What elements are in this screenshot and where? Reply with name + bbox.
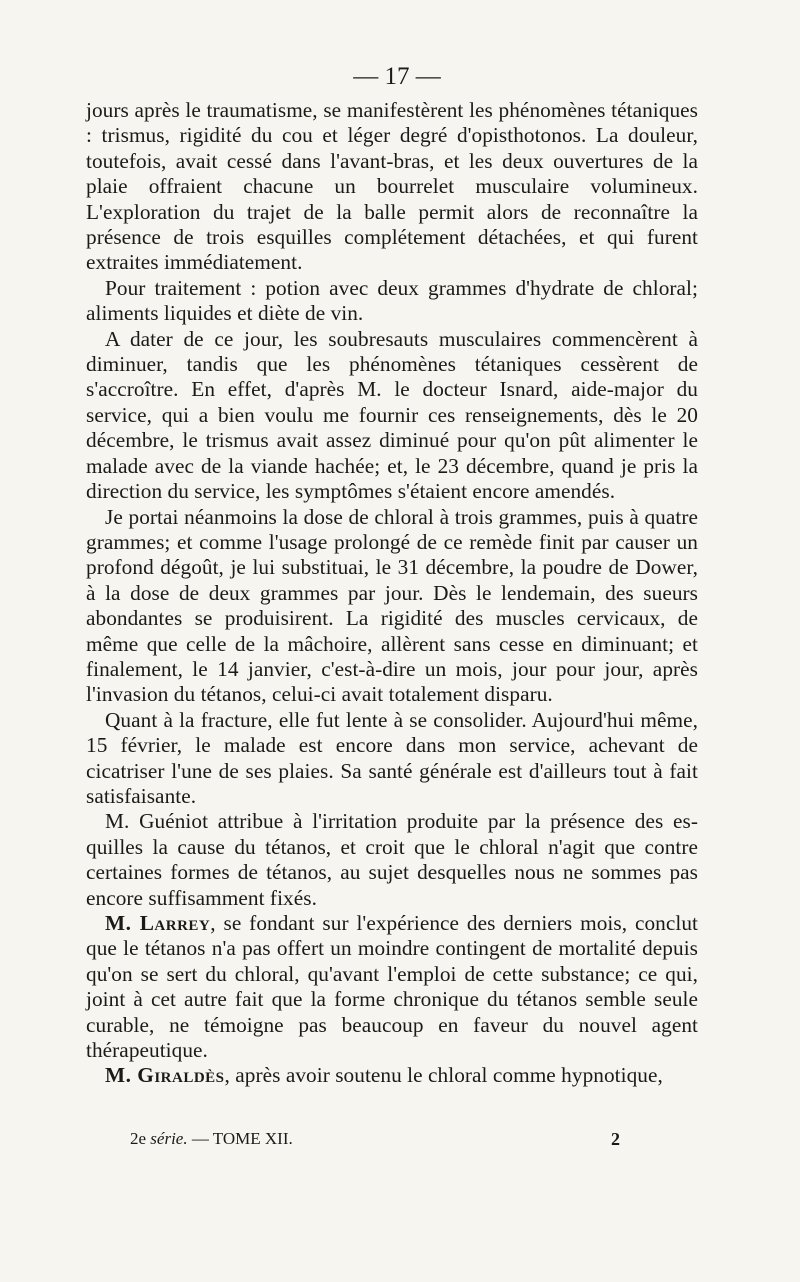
speaker-giraldes: M. Giraldès	[105, 1063, 225, 1088]
page	[86, 62, 698, 1089]
footer-volume: — TOME XII.	[191, 1129, 293, 1148]
paragraph-7-text: , se fondant sur l'expérience des derniers mois, conclut que le tétanos n'a pas offert un moindre contingent de mortalité depuis qu'on se sert du chloral, qu'avant l'emploi de cette substance; ce qui, joint à cet autre fait que la forme chronique du tétanos semble seule curable, ne témoigne pas beaucoup en faveur du nouvel agent thérapeutique.	[86, 911, 698, 1063]
body-text	[86, 98, 698, 1089]
paragraph-8	[86, 1063, 698, 1088]
paragraph-1: jours après le traumatisme, se manifestèrent les phénomènes tétaniques : trismus, rigidité du cou et léger degré d'opisthotonos. La douleur, toutefois, avait cessé dans l'avant-bras, et les deux ouvertures de la plaie offraient chacune un bourrelet musculaire volumineux. L'exploration du trajet de la balle permit alors de reconnaître la présence de trois esquilles complétement détachées, et qui furent extraites immédiatement.	[86, 98, 698, 275]
footer-signature	[130, 1128, 293, 1150]
paragraph-2: Pour traitement : potion avec deux grammes d'hydrate de chloral; aliments liquides et diète de vin.	[86, 275, 698, 326]
paragraph-7	[86, 911, 698, 1063]
paragraph-8-text: , après avoir soutenu le chloral comme hypnotique,	[224, 1063, 663, 1088]
paragraph-3: A dater de ce jour, les soubresauts musculaires commencèrent à diminuer, tandis que les phénomènes tétaniques cessèrent de s'accroître. En effet, d'après M. le docteur Isnard, aide-major du service, qui a bien voulu me fournir ces renseignements, dès le 20 décembre, le trismus avait assez diminué pour qu'on pût alimenter le malade avec de la viande hachée; et, le 23 décembre, quand je pris la direction du service, les symptômes s'étaient encore amendés.	[86, 326, 698, 504]
paragraph-4: Je portai néanmoins la dose de chloral à trois grammes, puis à quatre grammes; et comme l'usage prolongé de ce remède finit par causer un profond dégoût, je lui substituai, le 31 décembre, la poudre de Dower, à la dose de deux grammes par jour. Dès le lendemain, des sueurs abondantes se produisirent. La rigidité des muscles cervicaux, de même que celle de la mâchoire, allèrent sans cesse en diminuant; et finalement, le 14 janvier, c'est-à-dire un mois, jour pour jour, après l'invasion du tétanos, celui-ci avait totalement disparu.	[86, 504, 698, 707]
page-number: — 17 —	[353, 63, 441, 90]
footer-series-number: 2e	[130, 1129, 147, 1148]
footer-sheet-number: 2	[611, 1129, 620, 1149]
footer-series-word: série.	[150, 1129, 188, 1148]
speaker-larrey: M. Larrey	[105, 911, 211, 935]
paragraph-5: Quant à la fracture, elle fut lente à se consolider. Aujourd'hui même, 15 février, le malade est encore dans mon service, achevant de cicatriser l'une de ses plaies. Sa santé générale est d'ailleurs tout à fait satisfaisante.	[86, 707, 698, 808]
paragraph-6: M. Guéniot attribue à l'irritation produite par la présence des esquilles la cause du tétanos, et croit que le chloral n'agit que contre certaines formes de tétanos, au sujet desquelles nous ne sommes pas encore suffisamment fixés.	[86, 809, 698, 910]
page-footer	[130, 1128, 620, 1150]
